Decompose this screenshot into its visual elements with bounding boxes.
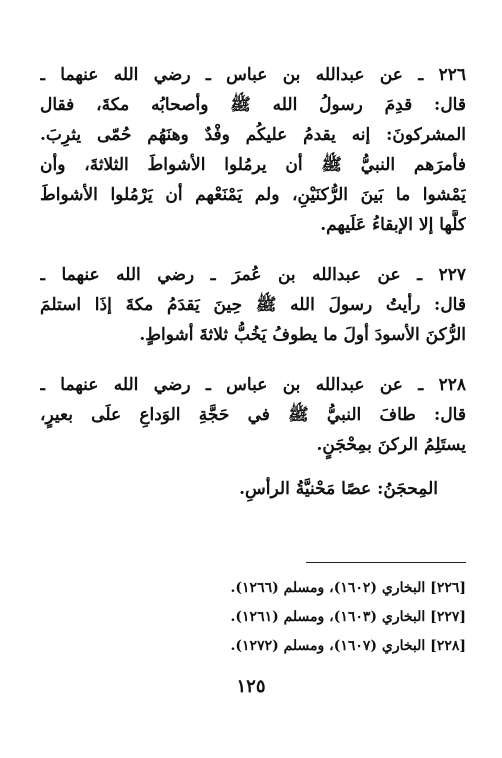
footnote-228: [٢٢٨] البخاري (١٦٠٧)، ومسلم (١٢٧٢).	[230, 638, 466, 654]
body-text	[40, 60, 466, 504]
text-line: قال: قدِمَ رسولُ الله ﷺ وأصحابُه مكةَ، فقال	[40, 95, 466, 115]
hadith-227	[40, 260, 466, 350]
page-number: ١٢٥	[236, 676, 266, 697]
footnote-divider	[306, 562, 466, 563]
footnotes	[46, 574, 466, 661]
text-line: ٢٢٦ ـ عن عبدالله بن عباس ـ رضي الله عنهما ـ	[40, 65, 466, 85]
text-line: قال: طافَ النبيُّ ﷺ في حَجَّةِ الوَداعِ علَى بعيرٍ،	[40, 405, 466, 425]
hadith-228	[40, 370, 466, 460]
text-line: يستَلِمُ الركنَ بمِحْجَنٍ.	[316, 435, 466, 455]
text-line: كلَّها إلا الإبقاءُ عَلَيهم.	[320, 215, 466, 235]
text-line: الرُّكنَ الأسودَ أولَ ما يطوفُ يَخُبُّ ثلاثةَ أشواطٍ.	[139, 325, 466, 345]
text-line: ٢٢٨ ـ عن عبدالله بن عباس ـ رضي الله عنهما ـ	[40, 375, 466, 395]
paragraph-gap	[40, 240, 466, 260]
definition-note: المِحجَنُ: عصًا مَحْنيَّةُ الرأسِ.	[239, 479, 438, 499]
hadith-226	[40, 60, 466, 240]
text-line: قال: رأيتُ رسولَ الله ﷺ حِينَ يَقدَمُ مكةَ إذَا استلمَ	[40, 295, 466, 315]
paragraph-gap	[40, 460, 466, 474]
text-line: ٢٢٧ ـ عن عبدالله بن عُمرَ ـ رضي الله عنهما ـ	[40, 265, 466, 285]
text-line: يَمْشوا ما بَينَ الرُّكنَيْنِ، ولم يَمْنَعْهم أن يَرْمُلوا الأشواطَ	[40, 185, 466, 205]
paragraph-gap	[40, 350, 466, 370]
footnote-227: [٢٢٧] البخاري (١٦٠٣)، ومسلم (١٢٦١).	[230, 609, 466, 625]
footnote-226: [٢٢٦] البخاري (١٦٠٢)، ومسلم (١٢٦٦).	[230, 580, 466, 596]
text-line: المشركونَ: إنه يقدمُ عليكُم وفْدٌ وهنَهُم حُمّى يثرِبَ.	[40, 125, 466, 145]
text-line: فأمرَهم النبيُّ ﷺ أن يرمُلوا الأشواطَ الثلاثةَ، وأن	[40, 155, 466, 175]
